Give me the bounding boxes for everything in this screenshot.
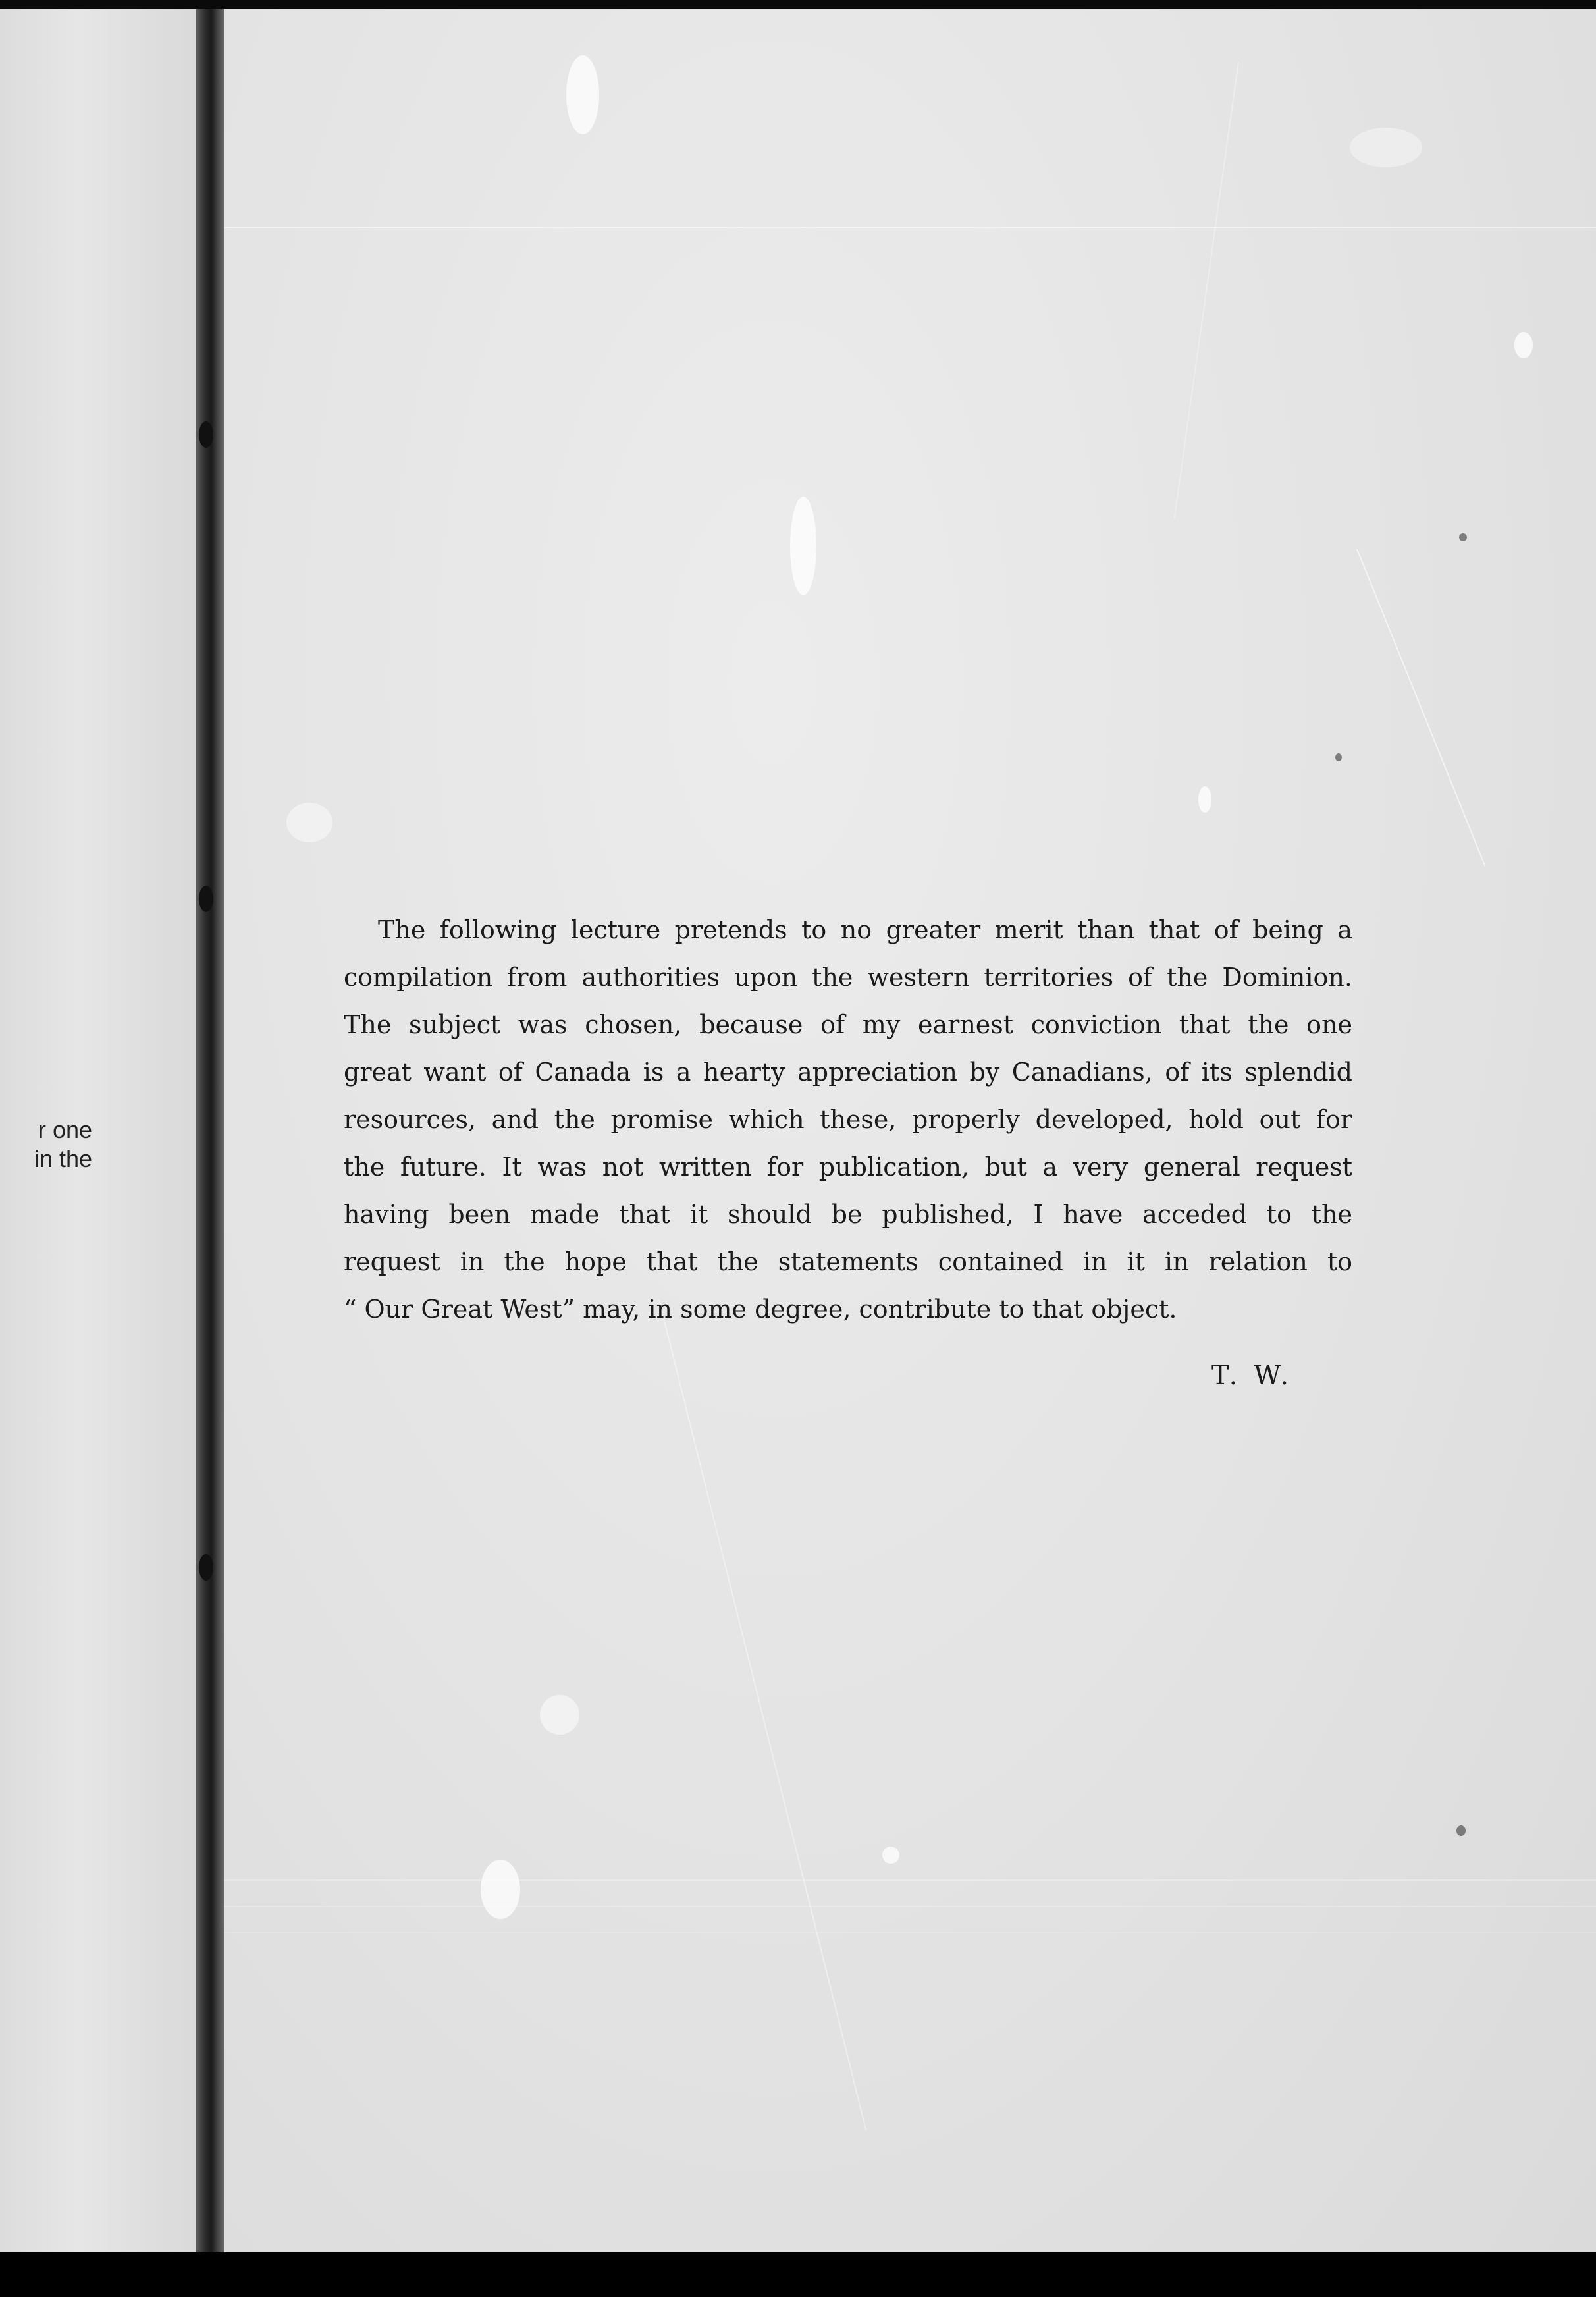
gutter-mark	[199, 886, 213, 912]
speck	[1350, 128, 1422, 167]
scratch	[1174, 62, 1239, 518]
gutter-mark	[199, 421, 213, 448]
preface-line: resources, and the promise which these, properly developed, hold out for	[344, 1105, 1352, 1134]
film-border	[0, 2252, 1596, 2297]
previous-page-edge	[0, 9, 196, 2252]
dark-speck	[1335, 753, 1342, 761]
author-signature: T. W.	[1211, 1361, 1293, 1391]
dark-speck	[1459, 533, 1467, 541]
speck	[566, 55, 599, 134]
preface-page	[224, 9, 1596, 2252]
scratch	[658, 1300, 866, 2131]
gutter-mark	[199, 1554, 213, 1581]
preface-line: The following lecture pretends to no greater merit than that of being a	[378, 915, 1352, 944]
preface-line: request in the hope that the statements contained in it in relation to	[344, 1247, 1352, 1276]
scratch	[1356, 549, 1486, 867]
previous-page-fragment: in the	[34, 1145, 93, 1172]
scan-line	[224, 1906, 1596, 1907]
book-gutter	[196, 9, 224, 2252]
preface-line: compilation from authorities upon the western territories of the Dominion.	[344, 963, 1352, 992]
speck	[540, 1695, 579, 1735]
preface-line: the future. It was not written for publication, but a very general request	[344, 1152, 1352, 1181]
preface-line: “ Our Great West” may, in some degree, contribute to that object.	[344, 1295, 1177, 1324]
previous-page-fragment: r one	[38, 1116, 93, 1143]
dark-speck	[1456, 1825, 1466, 1836]
preface-line: great want of Canada is a hearty appreciation by Canadians, of its splendid	[344, 1058, 1352, 1087]
scan-line	[224, 227, 1596, 228]
speck	[286, 803, 332, 842]
scan-line	[224, 1932, 1596, 1933]
speck	[790, 497, 816, 595]
speck	[481, 1860, 520, 1919]
speck	[1514, 332, 1533, 358]
preface-line: having been made that it should be published, I have acceded to the	[344, 1200, 1352, 1229]
speck	[1198, 786, 1211, 813]
scan-line	[224, 1879, 1596, 1881]
preface-text	[344, 906, 1352, 1333]
preface-line: The subject was chosen, because of my earnest conviction that the one	[344, 1010, 1352, 1039]
speck	[882, 1847, 899, 1864]
